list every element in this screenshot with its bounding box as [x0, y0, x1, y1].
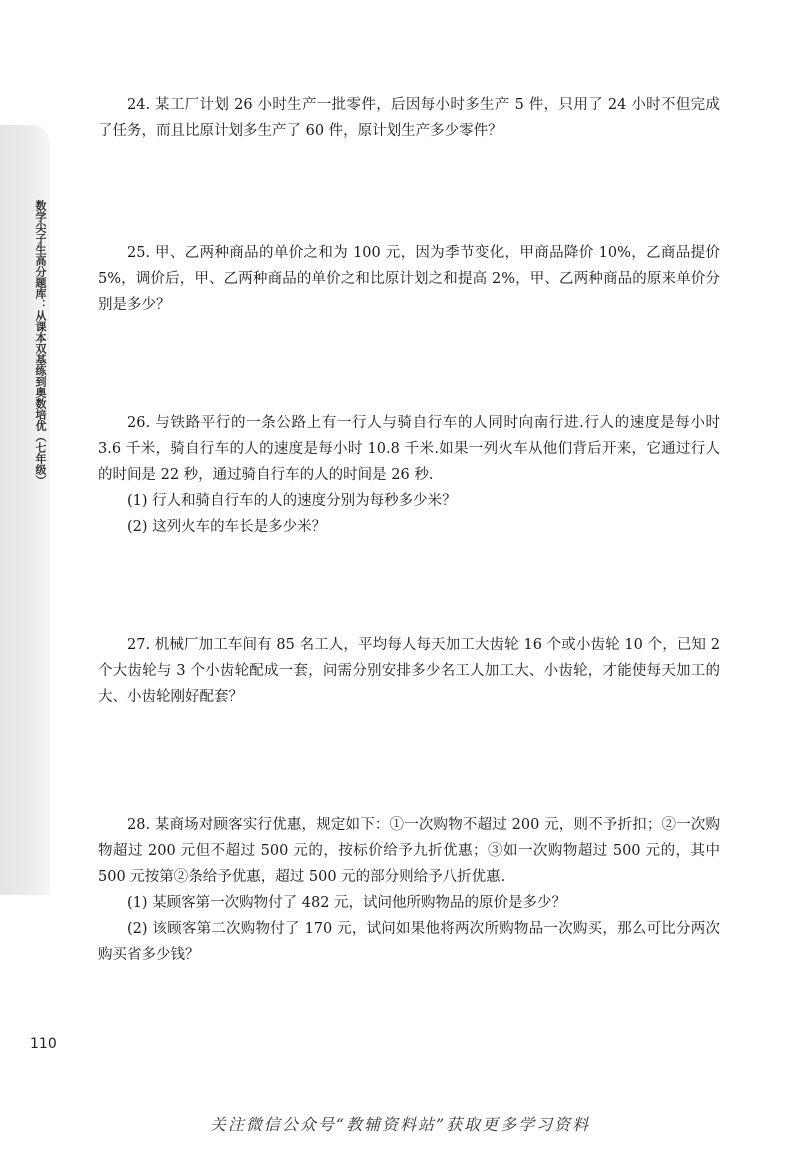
problem-text: 28. 某商场对顾客实行优惠，规定如下：①一次购物不超过 200 元，则不予折扣；②一次购物超过 200 元但不超过 500 元的，按标价给予九折优惠；③如一次购物超过 500 元的，其中 500 元按第②条给予优惠，超过 500 元的部分则给予八折优惠.: [98, 817, 720, 885]
subquestion: (1) 行人和骑自行车的人的速度分别为每秒多少米？: [127, 493, 457, 509]
problem-27: [98, 632, 720, 710]
book-title-vertical: 数学尖子生高分题库：从课本双基练到奥数培优（七年级）: [34, 200, 47, 486]
problem-26: [98, 410, 720, 540]
problem-25: [98, 240, 720, 318]
problem-text: 24. 某工厂计划 26 小时生产一批零件，后因每小时多生产 5 件，只用了 24 小时不但完成了任务，而且比原计划多生产了 60 件，原计划生产多少零件？: [98, 97, 720, 139]
subquestion: (2) 该顾客第二次购物付了 170 元，试问如果他将两次所购物品一次购买，那么可比分两次购买省多少钱？: [98, 921, 720, 963]
problem-28: [98, 812, 720, 968]
page-number: 110: [30, 1036, 57, 1052]
subquestion: (2) 这列火车的车长是多少米？: [127, 519, 327, 535]
footer-note: 关注微信公众号“教辅资料站”获取更多学习资料: [209, 1115, 591, 1134]
problem-text: 27. 机械厂加工车间有 85 名工人，平均每人每天加工大齿轮 16 个或小齿轮 10 个，已知 2 个大齿轮与 3 个小齿轮配成一套，问需分别安排多少名工人加工大、小齿轮，才能使每天加工的大、小齿轮刚好配套？: [98, 637, 720, 705]
problem-text: 26. 与铁路平行的一条公路上有一行人与骑自行车的人同时向南行进.行人的速度是每小时 3.6 千米，骑自行车的人的速度是每小时 10.8 千米.如果一列火车从他们背后开来，它通过行人的时间是 22 秒，通过骑自行车的人的时间是 26 秒.: [98, 415, 720, 483]
problem-24: [98, 92, 720, 144]
problem-text: 25. 甲、乙两种商品的单价之和为 100 元，因为季节变化，甲商品降价 10%，乙商品提价 5%，调价后，甲、乙两种商品的单价之和比原计划之和提高 2%，甲、乙两种商品的原来单价分别是多少？: [98, 245, 720, 313]
subquestion: (1) 某顾客第一次购物付了 482 元，试问他所购物品的原价是多少？: [127, 895, 567, 911]
